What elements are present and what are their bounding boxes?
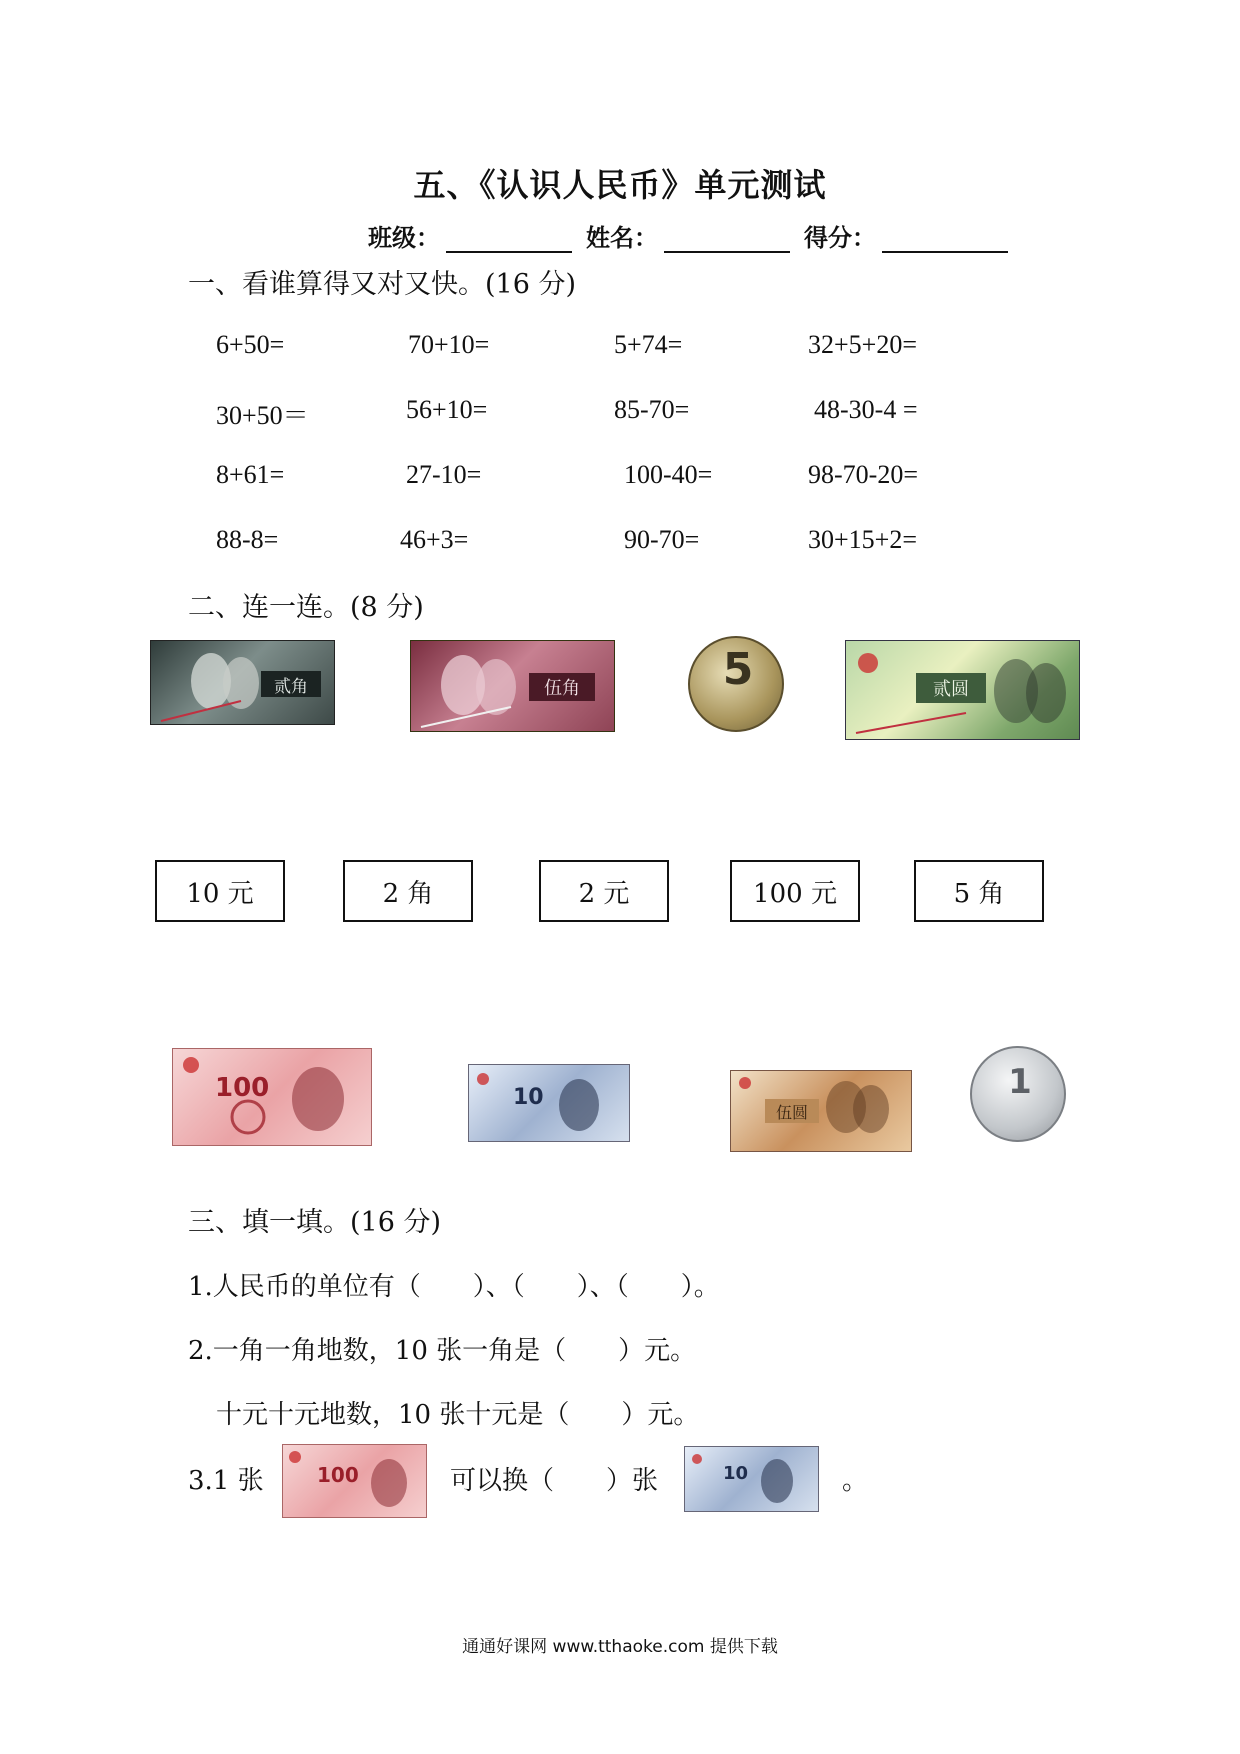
- ten-yuan-note-image[interactable]: [468, 1064, 630, 1142]
- equation: 70+10=: [408, 330, 490, 359]
- value-box-5-jiao[interactable]: 5 角: [914, 860, 1044, 922]
- five-jiao-coin-image[interactable]: [688, 636, 784, 732]
- note-denomination: 10: [513, 1085, 544, 1110]
- coin-denomination: 1: [1008, 1062, 1032, 1102]
- one-yuan-coin-image[interactable]: [970, 1046, 1066, 1142]
- equation: 88-8=: [216, 525, 279, 554]
- note-denomination: 100: [215, 1073, 270, 1103]
- equation: 85-70=: [614, 395, 690, 424]
- equation: 32+5+20=: [808, 330, 917, 359]
- question-3-suffix: 。: [842, 1466, 869, 1496]
- page-title: 五、《认识人民币》单元测试: [413, 166, 827, 204]
- class-field[interactable]: [446, 229, 572, 253]
- two-jiao-note-image[interactable]: [150, 640, 335, 725]
- question-3-middle: 可以换（ ）张: [450, 1466, 659, 1496]
- equation: 46+3=: [400, 525, 469, 554]
- five-jiao-note-image[interactable]: [410, 640, 615, 732]
- question-1: 1.人民币的单位有（ ）、（ ）、（ ）。: [188, 1272, 720, 1302]
- class-label: 班级：: [368, 224, 440, 252]
- section2-heading: 二、连一连。(8 分): [188, 592, 424, 623]
- two-yuan-note-image[interactable]: [845, 640, 1080, 740]
- note-denomination: 10: [723, 1463, 749, 1484]
- equation: 30+15+2=: [808, 525, 917, 554]
- score-field[interactable]: [882, 229, 1008, 253]
- name-label: 姓名：: [586, 224, 658, 252]
- hundred-yuan-note-image[interactable]: [172, 1048, 372, 1146]
- value-box-10-yuan[interactable]: 10 元: [155, 860, 285, 922]
- ten-yuan-note-small-image: [684, 1446, 819, 1512]
- note-portrait-icon: [685, 1447, 819, 1512]
- note-denomination: 贰圆: [916, 673, 986, 703]
- equation: 6+50=: [216, 330, 285, 359]
- note-portrait-icon: [173, 1049, 372, 1146]
- question-2b: 十元十元地数，10 张十元是（ ）元。: [216, 1400, 700, 1430]
- note-portrait-icon: [731, 1071, 912, 1152]
- note-denomination: 伍圆: [765, 1099, 819, 1123]
- equation: 100-40=: [624, 460, 713, 489]
- note-denomination: 贰角: [261, 671, 321, 697]
- question-2a: 2.一角一角地数，10 张一角是（ ）元。: [188, 1336, 697, 1366]
- note-denomination: 100: [317, 1463, 359, 1487]
- equation: 27-10=: [406, 460, 482, 489]
- question-3-prefix: 3.1 张: [188, 1466, 264, 1496]
- equation: 8+61=: [216, 460, 285, 489]
- note-portrait-icon: [469, 1065, 630, 1142]
- note-denomination: 伍角: [529, 673, 595, 701]
- equation: 48-30-4 =: [814, 395, 918, 424]
- hundred-yuan-note-small-image: [282, 1444, 427, 1518]
- value-box-100-yuan[interactable]: 100 元: [730, 860, 860, 922]
- equation: 30+50＝: [216, 401, 309, 430]
- coin-denomination: 5: [722, 644, 754, 695]
- equation: 56+10=: [406, 395, 488, 424]
- name-field[interactable]: [664, 229, 790, 253]
- value-box-2-jiao[interactable]: 2 角: [343, 860, 473, 922]
- equation: 90-70=: [624, 525, 700, 554]
- five-yuan-note-image[interactable]: [730, 1070, 912, 1152]
- section1-heading: 一、看谁算得又对又快。(16 分): [188, 269, 577, 300]
- section3-heading: 三、填一填。(16 分): [188, 1207, 442, 1238]
- equation: 98-70-20=: [808, 460, 918, 489]
- equation: 5+74=: [614, 330, 683, 359]
- value-box-2-yuan[interactable]: 2 元: [539, 860, 669, 922]
- info-line: [368, 218, 1022, 253]
- score-label: 得分：: [804, 224, 876, 252]
- footer-text: 通通好课网 www.tthaoke.com 提供下载: [462, 1637, 778, 1657]
